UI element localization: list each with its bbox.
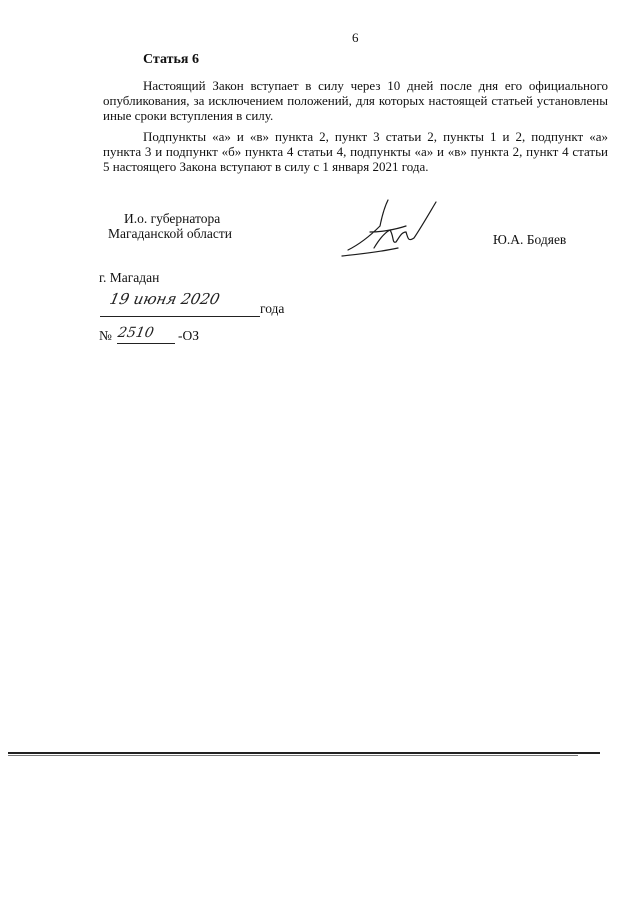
handwritten-date: 19 июня 2020 [108, 290, 222, 308]
article-title: Статья 6 [143, 52, 199, 67]
city: г. Магадан [99, 270, 160, 285]
handwritten-law-number: 2510 [116, 325, 156, 341]
paragraph-exceptions [103, 129, 608, 174]
number-sign: № [99, 328, 112, 343]
footer-divider [8, 752, 600, 754]
footer-divider-shadow [8, 755, 578, 756]
governor-title-line2: Магаданской области [108, 226, 232, 241]
signer-name: Ю.А. Бодяев [493, 232, 567, 247]
paragraph-effective-date [103, 78, 608, 123]
law-number-suffix: -ОЗ [178, 328, 200, 343]
paragraph-text: Подпункты «а» и «в» пункта 2, пункт 3 статьи 2, пункты 1 и 2, подпункт «а» пункта 3 и подпункт «б» пункта 4 статьи 4, подпункты «а» и «в» пункта 2, пункт 4 статьи 5 настоящего Закона вступают в силу с 1 января 2021 года. [103, 129, 608, 174]
date-suffix: года [260, 301, 285, 316]
paragraph-text: Настоящий Закон вступает в силу через 10 дней после дня его официального опубликования, за исключением положений, для которых настоящей статьей установлены иные сроки вступления в силу. [103, 78, 608, 123]
governor-title-line1: И.о. губернатора [124, 211, 221, 226]
page-number: 6 [352, 30, 359, 45]
handwritten-signature [340, 196, 440, 260]
